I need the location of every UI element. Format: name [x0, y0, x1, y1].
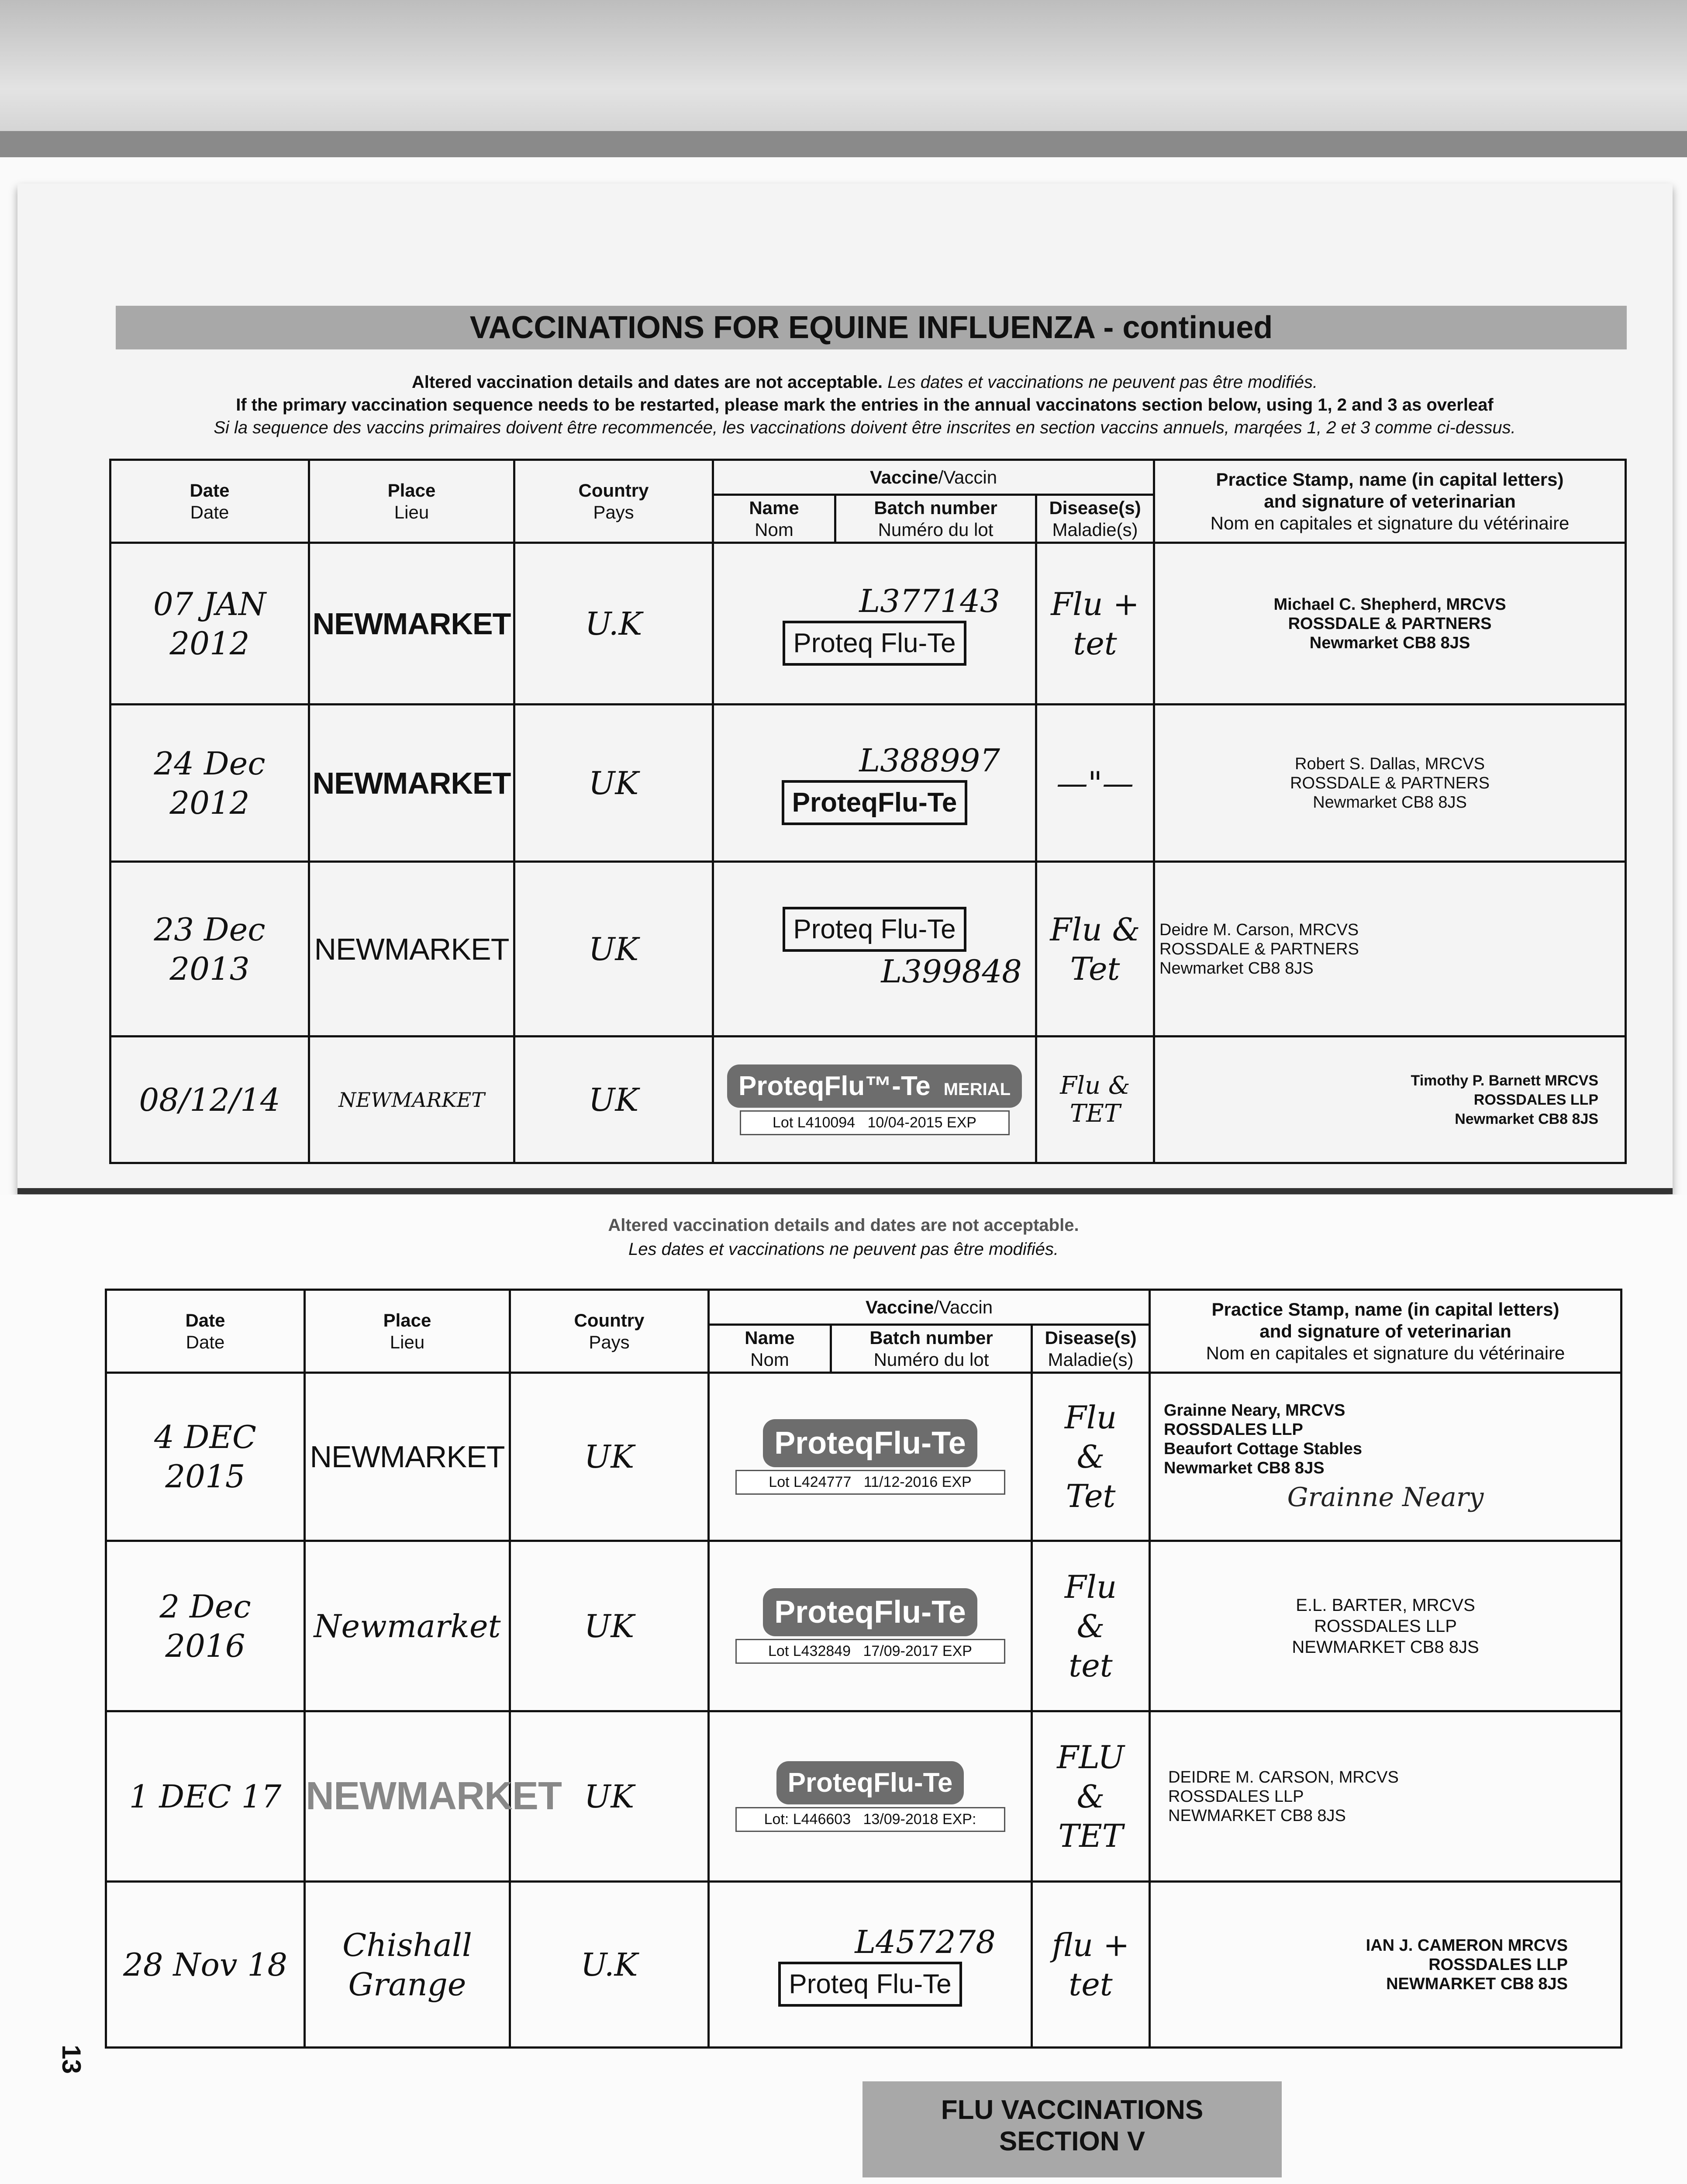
date-cell: 1 DEC 17 — [106, 1711, 305, 1882]
vet-stamp-cell — [1150, 1882, 1621, 2048]
section-title: VACCINATIONS FOR EQUINE INFLUENZA - continued — [116, 306, 1627, 349]
disease-cell: —"— — [1036, 705, 1154, 862]
lot-label: Lot L424777 11/12-2016 EXP — [735, 1470, 1005, 1495]
header-date: Date Date — [106, 1290, 305, 1373]
table-row — [106, 1373, 1621, 1541]
header-disease: Disease(s) Maladie(s) — [1032, 1325, 1150, 1373]
vet-stamp-cell — [1150, 1711, 1621, 1882]
country-cell: UK — [510, 1541, 709, 1711]
lot-label: Lot L410094 10/04-2015 EXP — [740, 1110, 1010, 1135]
vet-stamp-cell — [1150, 1373, 1621, 1541]
vet-stamp: Robert S. Dallas, MRCVS ROSSDALE & PARTNERS Newmarket CB8 8JS — [1290, 754, 1490, 812]
date-cell: 28 Nov 18 — [106, 1882, 305, 2048]
table-row — [110, 543, 1626, 705]
bottom-vaccination-table — [105, 1289, 1622, 2049]
vaccine-name-stamp: Proteq Flu-Te — [783, 621, 966, 666]
place-cell: NEWMARKET — [305, 1373, 510, 1541]
date-cell: 07 JAN 2012 — [110, 543, 309, 705]
country-cell: UK — [514, 1037, 713, 1163]
vaccine-sticker-cell — [709, 1541, 1032, 1711]
batch-number: L457278 — [855, 1924, 996, 1960]
vet-stamp: E.L. BARTER, MRCVS ROSSDALES LLP NEWMARKET CB8 8JS — [1292, 1595, 1479, 1657]
place-cell: Chishall Grange — [305, 1882, 510, 2048]
disease-cell: FLU & TET — [1032, 1711, 1150, 1882]
header-country: Country Pays — [510, 1290, 709, 1373]
vaccine-sticker-cell — [709, 1373, 1032, 1541]
header-vaccine: Vaccine/Vaccin — [709, 1290, 1150, 1325]
vaccine-sticker-cell — [713, 1037, 1036, 1163]
bottom-notice-line-1: Altered vaccination details and dates are not acceptable. — [608, 1216, 1079, 1235]
date-cell: 24 Dec 2012 — [110, 705, 309, 862]
table-row — [106, 1711, 1621, 1882]
top-vaccination-table — [109, 459, 1627, 1164]
disease-cell: Flu & Tet — [1036, 862, 1154, 1037]
vaccine-sticker: ProteqFlu-Te — [763, 1588, 977, 1636]
vaccine-name-stamp: ProteqFlu-Te — [782, 780, 968, 825]
vet-stamp: DEIDRE M. CARSON, MRCVS ROSSDALES LLP NEWMARKET CB8 8JS — [1168, 1768, 1399, 1825]
section-footer: FLU VACCINATIONS SECTION V — [862, 2081, 1282, 2177]
vet-stamp-cell — [1154, 1037, 1626, 1163]
vaccine-name-stamp: Proteq Flu-Te — [783, 907, 966, 952]
vet-stamp: Michael C. Shepherd, MRCVS ROSSDALE & PARTNERS Newmarket CB8 8JS — [1273, 595, 1506, 652]
vaccine-sticker: ProteqFlu-Te — [776, 1761, 964, 1804]
vet-stamp-cell — [1150, 1541, 1621, 1711]
page-number: 13 — [56, 2045, 86, 2074]
notice-line-1: Altered vaccination details and dates are not acceptable. Les dates et vaccinations ne peuvent pas être modifiés. — [411, 373, 1318, 392]
header-vaccine: Vaccine/Vaccin — [713, 460, 1154, 495]
place-cell: NEWMARKET — [309, 705, 514, 862]
vaccine-name-stamp: Proteq Flu-Te — [778, 1962, 962, 2007]
table-row — [106, 1882, 1621, 2048]
place-cell: NEWMARKET — [309, 862, 514, 1037]
notice-line-2: If the primary vaccination sequence needs to be restarted, please mark the entries in the annual vaccinatons section below, using 1, 2 and 3 as overleaf — [236, 395, 1494, 415]
header-date: Date Date — [110, 460, 309, 543]
header-disease: Disease(s) Maladie(s) — [1036, 495, 1154, 543]
lot-label: Lot: L446603 13/09-2018 EXP: — [735, 1807, 1005, 1832]
place-cell: Newmarket — [305, 1541, 510, 1711]
batch-number: L377143 — [859, 583, 1000, 619]
vaccine-sticker-cell — [709, 1711, 1032, 1882]
date-cell: 23 Dec 2013 — [110, 862, 309, 1037]
disease-cell: Flu + tet — [1036, 543, 1154, 705]
vet-stamp-cell — [1154, 543, 1626, 705]
header-place: Place Lieu — [305, 1290, 510, 1373]
vaccine-name-batch-cell — [709, 1882, 1032, 2048]
country-cell: U.K — [510, 1882, 709, 2048]
batch-number: L388997 — [859, 742, 1000, 779]
bottom-notice-line-2: Les dates et vaccinations ne peuvent pas être modifiés. — [628, 1240, 1059, 1259]
vaccine-sticker: ProteqFlu™-Te MERIAL — [727, 1064, 1022, 1108]
notice-line-3: Si la sequence des vaccins primaires doivent être recommencée, les vaccinations doivent être inscrites en section vaccins annuels, marqées 1, 2 et 3 comme ci-dessus. — [214, 418, 1516, 437]
country-cell: UK — [510, 1373, 709, 1541]
vet-stamp: Timothy P. Barnett MRCVS ROSSDALES LLP Newmarket CB8 8JS — [1411, 1072, 1599, 1127]
scanner-background — [0, 0, 1687, 149]
country-cell: UK — [510, 1711, 709, 1882]
vaccine-name-batch-cell — [713, 862, 1036, 1037]
lot-label: Lot L432849 17/09-2017 EXP — [735, 1639, 1005, 1664]
vet-signature: Grainne Neary — [1287, 1482, 1484, 1513]
header-batch: Batch number Numéro du lot — [835, 495, 1036, 543]
date-cell: 2 Dec 2016 — [106, 1541, 305, 1711]
header-country: Country Pays — [514, 460, 713, 543]
disease-cell: Flu & Tet — [1032, 1373, 1150, 1541]
header-name: Name Nom — [709, 1325, 831, 1373]
header-practice-stamp: Practice Stamp, name (in capital letters) and signature of veterinarian Nom en capitales et signature du vétérinaire — [1150, 1290, 1621, 1373]
date-cell: 4 DEC 2015 — [106, 1373, 305, 1541]
vaccine-name-batch-cell — [713, 543, 1036, 705]
country-cell: UK — [514, 705, 713, 862]
country-cell: U.K — [514, 543, 713, 705]
table-row — [110, 862, 1626, 1037]
place-cell: NEWMARKET — [309, 543, 514, 705]
disease-cell: flu + tet — [1032, 1882, 1150, 2048]
table-row — [106, 1541, 1621, 1711]
disease-cell: Flu & TET — [1036, 1037, 1154, 1163]
table-row — [110, 1037, 1626, 1163]
header-practice-stamp: Practice Stamp, name (in capital letters) and signature of veterinarian Nom en capitales et signature du vétérinaire — [1154, 460, 1626, 543]
batch-number: L399848 — [881, 953, 1022, 990]
place-cell: NEWMARKET — [305, 1711, 510, 1882]
vet-stamp-cell — [1154, 862, 1626, 1037]
header-name: Name Nom — [713, 495, 835, 543]
vet-stamp: IAN J. CAMERON MRCVS ROSSDALES LLP NEWMARKET CB8 8JS — [1366, 1936, 1568, 1993]
disease-cell: Flu & tet — [1032, 1541, 1150, 1711]
place-cell: NEWMARKET — [309, 1037, 514, 1163]
vet-stamp-cell — [1154, 705, 1626, 862]
vet-stamp: Deidre M. Carson, MRCVS ROSSDALE & PARTNERS Newmarket CB8 8JS — [1159, 920, 1359, 978]
vet-stamp: Grainne Neary, MRCVS ROSSDALES LLP Beaufort Cottage Stables Newmarket CB8 8JS — [1164, 1401, 1362, 1477]
booklet-binding — [0, 131, 1687, 157]
table-row — [110, 705, 1626, 862]
vaccine-name-batch-cell — [713, 705, 1036, 862]
header-batch: Batch number Numéro du lot — [831, 1325, 1032, 1373]
date-cell: 08/12/14 — [110, 1037, 309, 1163]
country-cell: UK — [514, 862, 713, 1037]
header-place: Place Lieu — [309, 460, 514, 543]
vaccine-sticker: ProteqFlu-Te — [763, 1419, 977, 1467]
